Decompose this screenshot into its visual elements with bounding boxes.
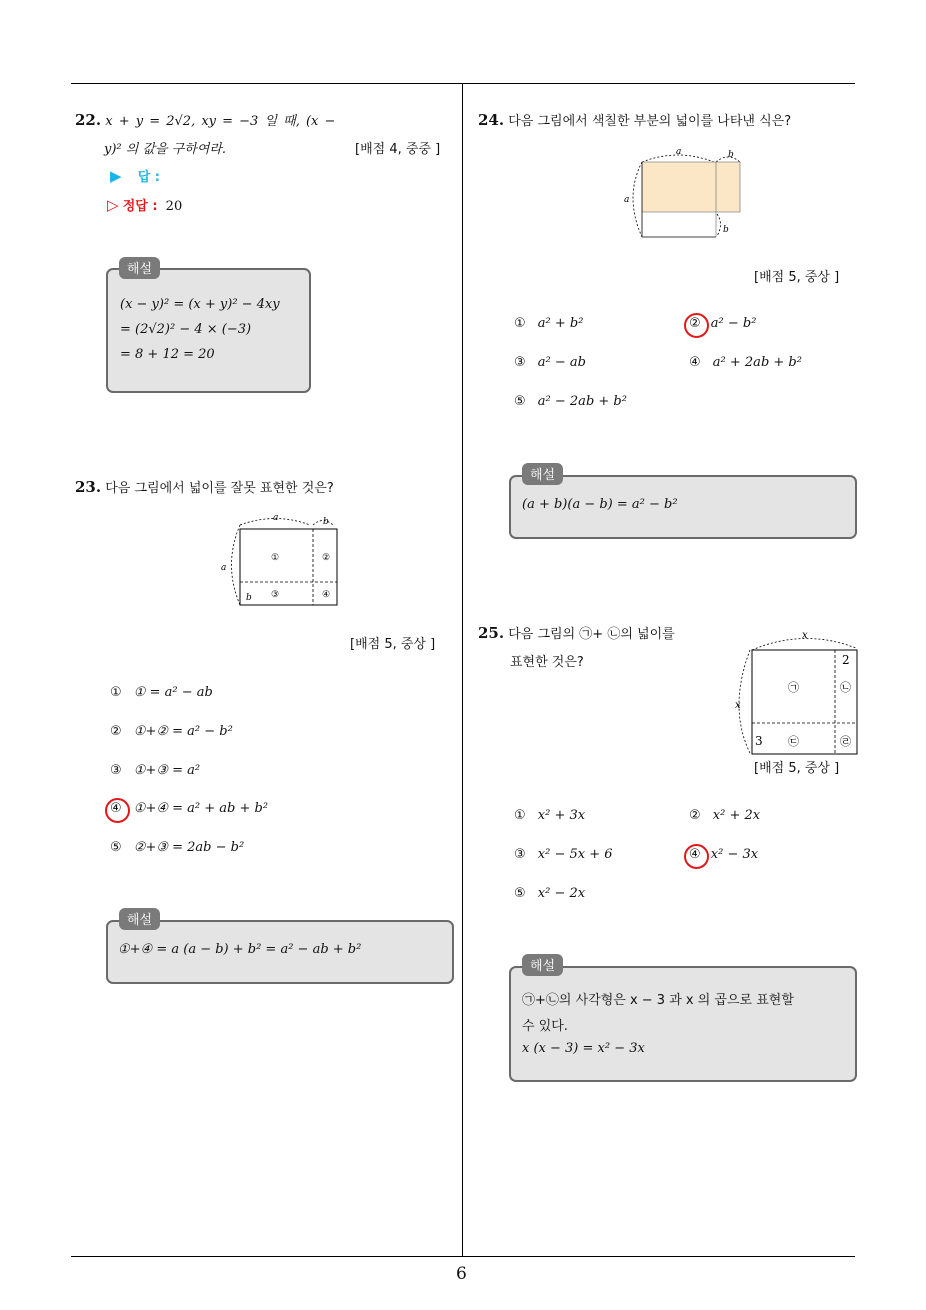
q25-explain-line-2: 수 있다. — [522, 1019, 568, 1034]
q23-option-2-mark: ② — [110, 724, 122, 739]
q24-fig-side-a: a — [624, 195, 630, 205]
q25-figure — [730, 628, 862, 758]
q24-option-1-text: a² + b² — [537, 316, 584, 331]
q23-option-5-text: ②+③ = 2ab − b² — [133, 840, 245, 855]
q25-option-3-mark: ③ — [514, 847, 526, 862]
q24-option-4[interactable] — [689, 355, 802, 370]
q22-text-line2: y)² 의 값을 구하여라. — [104, 142, 227, 157]
q24-option-3[interactable] — [514, 355, 586, 370]
q23-number: 23. — [75, 478, 102, 496]
q24-option-5[interactable] — [514, 394, 627, 409]
q25-question — [478, 623, 675, 642]
q23-fig-cell4: ④ — [322, 590, 331, 600]
q25-fig-g3: ㉢ — [788, 735, 799, 748]
q25-option-5-mark: ⑤ — [514, 886, 526, 901]
q25-fig-two: 2 — [842, 653, 850, 667]
q23-fig-cell3: ③ — [271, 590, 280, 600]
q25-fig-side-x: x — [735, 700, 741, 711]
q24-explain-line-1: (a + b)(a − b) = a² − b² — [522, 497, 678, 512]
q25-fig-g4: ㉣ — [840, 735, 851, 748]
q24-answer-circle-icon — [684, 313, 709, 338]
q22-correct-value: 20 — [165, 199, 183, 214]
q23-option-1-text: ① = a² − ab — [133, 685, 213, 700]
q24-option-3-text: a² − ab — [537, 355, 586, 370]
q23-option-5[interactable] — [110, 840, 244, 855]
q23-meta: [배점 5, 중상 ] — [350, 637, 436, 652]
q23-explain-line-1: ①+④ = a (a − b) + b² = a² − ab + b² — [118, 942, 362, 957]
q23-explain-tag: 해설 — [119, 908, 160, 930]
q24-option-4-mark: ④ — [689, 355, 701, 370]
q23-figure — [215, 510, 345, 610]
q23-option-4[interactable] — [110, 801, 268, 816]
q24-fig-top-a: a — [676, 147, 682, 157]
q22-number: 22. — [75, 111, 102, 129]
q25-option-4-text: x² − 3x — [710, 847, 759, 862]
q22-line2 — [104, 138, 226, 157]
q23-option-3[interactable] — [110, 763, 200, 778]
q23-fig-cell1: ① — [271, 553, 280, 563]
q23-text: 다음 그림에서 넓이를 잘못 표현한 것은? — [105, 481, 334, 496]
q23-fig-top-b: b — [323, 517, 329, 527]
q24-option-4-text: a² + 2ab + b² — [712, 355, 802, 370]
q22-line1 — [75, 110, 455, 129]
q22-text-line1: x + y = 2√2, xy = −3 일 때, (x − — [105, 114, 336, 129]
q22-answer-row — [110, 166, 160, 185]
q25-text-line2: 표현한 것은? — [510, 655, 584, 670]
q25-option-3-text: x² − 5x + 6 — [537, 847, 613, 862]
q25-number: 25. — [478, 624, 505, 642]
q22-explain-tag: 해설 — [119, 257, 160, 279]
q25-option-2-text: x² + 2x — [712, 808, 761, 823]
q23-option-4-text: ①+④ = a² + ab + b² — [133, 801, 269, 816]
q23-fig-side-a: a — [221, 563, 227, 573]
q22-explain-line-2: = (2√2)² − 4 × (−3) — [120, 322, 252, 337]
q24-text: 다음 그림에서 색칠한 부분의 넓이를 나타낸 식은? — [508, 114, 792, 129]
q24-fig-bottom-b: b — [723, 225, 729, 235]
q22-explain-line-1: (x − y)² = (x + y)² − 4xy — [120, 297, 280, 312]
q24-meta: [배점 5, 중상 ] — [754, 270, 840, 285]
q24-option-1[interactable] — [514, 316, 583, 331]
q24-option-2-text: a² − b² — [710, 316, 757, 331]
q23-option-2-text: ①+② = a² − b² — [133, 724, 233, 739]
q24-fig-top-b: b — [728, 150, 734, 160]
column-divider — [462, 83, 463, 1256]
q25-meta: [배점 5, 중상 ] — [754, 761, 840, 776]
q22-explain-line-3: = 8 + 12 = 20 — [120, 347, 215, 362]
q25-option-2[interactable] — [689, 808, 760, 823]
q25-option-5-text: x² − 2x — [537, 886, 586, 901]
q24-question — [478, 110, 791, 129]
q25-explain-line-1: ㉠+㉡의 사각형은 x − 3 과 x 의 곱으로 표현할 — [522, 993, 794, 1008]
page-number: 6 — [456, 1264, 467, 1284]
q24-option-5-mark: ⑤ — [514, 394, 526, 409]
q23-option-1[interactable] — [110, 685, 213, 700]
q25-fig-g1: ㉠ — [788, 681, 799, 694]
q24-option-3-mark: ③ — [514, 355, 526, 370]
q25-answer-circle-icon — [684, 844, 709, 869]
q25-fig-three: 3 — [755, 734, 763, 748]
q25-option-1[interactable] — [514, 808, 585, 823]
q22-correct-label: 정답 : — [122, 199, 158, 214]
q24-explain-tag: 해설 — [522, 463, 563, 485]
q25-option-2-mark: ② — [689, 808, 701, 823]
q23-option-1-mark: ① — [110, 685, 122, 700]
q25-explain-tag: 해설 — [522, 954, 563, 976]
q23-fig-top-a: a — [273, 513, 279, 523]
q23-fig-bottom-b: b — [246, 593, 252, 603]
q23-option-4-mark: ④ — [110, 801, 122, 816]
q24-option-5-text: a² − 2ab + b² — [537, 394, 627, 409]
q25-fig-top-x: x — [802, 630, 808, 641]
q23-question — [75, 477, 334, 496]
q25-text-line1: 다음 그림의 ㉠+ ㉡의 넓이를 — [508, 627, 675, 642]
q23-option-3-text: ①+③ = a² — [133, 763, 201, 778]
bottom-rule — [71, 1256, 855, 1257]
q25-option-3[interactable] — [514, 847, 613, 862]
play-icon: ▶ — [110, 167, 122, 185]
q25-option-1-mark: ① — [514, 808, 526, 823]
q25-option-5[interactable] — [514, 886, 585, 901]
q23-fig-cell2: ② — [322, 553, 331, 563]
q23-answer-circle-icon — [105, 798, 130, 823]
q23-option-5-mark: ⑤ — [110, 840, 122, 855]
q23-option-2[interactable] — [110, 724, 233, 739]
q24-option-2-mark: ② — [689, 316, 701, 331]
q24-figure — [620, 142, 750, 242]
q25-fig-g2: ㉡ — [840, 681, 851, 694]
q22-meta: [배점 4, 중중 ] — [355, 142, 441, 157]
q23-option-3-mark: ③ — [110, 763, 122, 778]
q25-option-1-text: x² + 3x — [537, 808, 586, 823]
q22-correct-row — [107, 195, 182, 214]
q25-option-4-mark: ④ — [689, 847, 701, 862]
q24-option-1-mark: ① — [514, 316, 526, 331]
top-rule — [71, 83, 855, 84]
q25-explain-line-3: x (x − 3) = x² − 3x — [522, 1041, 645, 1056]
q24-number: 24. — [478, 111, 505, 129]
triangle-outline-icon: ▷ — [107, 196, 119, 214]
q22-answer-label: 답 : — [137, 170, 160, 185]
